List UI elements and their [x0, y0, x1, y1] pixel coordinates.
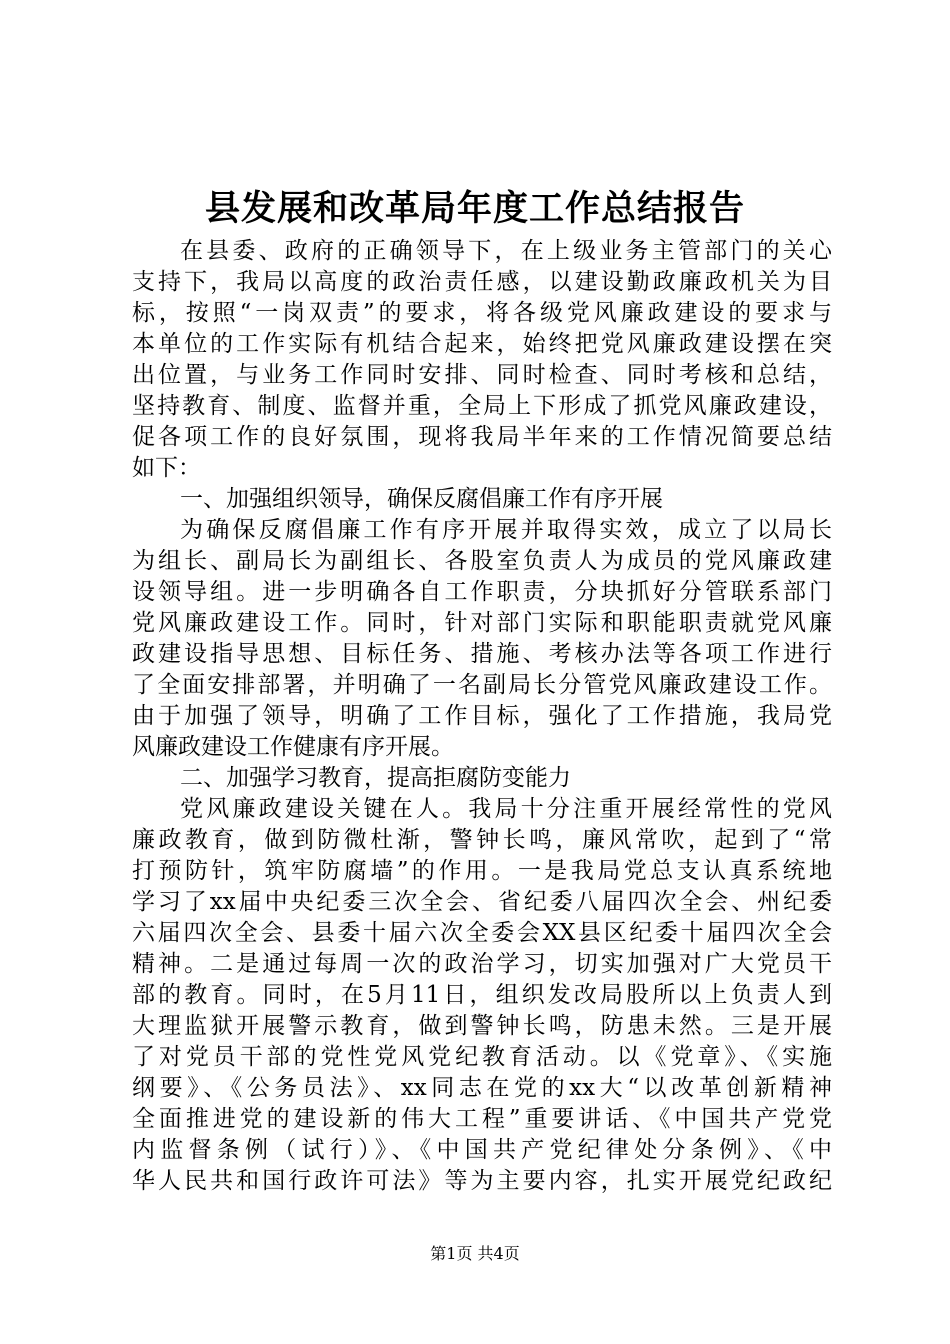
- body-line: 为组长、副局长为副组长、各股室负责人为成员的党风廉政建: [132, 548, 832, 574]
- body-line: 部的教育。同时，在5月11日，组织发改局股所以上负责人到: [132, 982, 832, 1008]
- body-line: 坚持教育、制度、监督并重，全局上下形成了抓党风廉政建设，: [132, 393, 832, 419]
- document-body: [132, 236, 832, 1197]
- body-line: 政建设指导思想、目标任务、措施、考核办法等各项工作进行: [132, 641, 832, 667]
- body-line: 为确保反腐倡廉工作有序开展并取得实效，成立了以局长: [180, 517, 832, 543]
- body-line: 促各项工作的良好氛围，现将我局半年来的工作情况简要总结: [132, 424, 832, 450]
- body-line: 党风廉政建设工作。同时，针对部门实际和职能职责就党风廉: [132, 610, 832, 636]
- section-heading: 一、加强组织领导，确保反腐倡廉工作有序开展: [180, 486, 663, 512]
- page-footer: [0, 1243, 950, 1265]
- body-line: 党风廉政建设关键在人。我局十分注重开展经常性的党风: [180, 796, 832, 822]
- body-line: 打预防针，筑牢防腐墙”的作用。一是我局党总支认真系统地: [132, 858, 832, 884]
- body-line: 本单位的工作实际有机结合起来，始终把党风廉政建设摆在突: [132, 331, 832, 357]
- body-line: 风廉政建设工作健康有序开展。: [132, 734, 454, 760]
- body-line: 标，按照“一岗双责”的要求，将各级党风廉政建设的要求与: [132, 300, 832, 326]
- page-number: 第1页 共4页: [430, 1244, 520, 1263]
- body-line: 支持下，我局以高度的政治责任感，以建设勤政廉政机关为目: [132, 269, 832, 295]
- body-line: 内监督条例（试行）》、《中国共产党纪律处分条例》、《中: [132, 1137, 832, 1163]
- body-line: 出位置，与业务工作同时安排、同时检查、同时考核和总结，: [132, 362, 832, 388]
- body-line: 六届四次全会、县委十届六次全委会XX县区纪委十届四次全会: [132, 920, 832, 946]
- body-line: 纲要》、《公务员法》、xx同志在党的xx大“以改革创新精神: [132, 1075, 832, 1101]
- body-line: 如下：: [132, 455, 201, 481]
- body-line: 学习了xx届中央纪委三次全会、省纪委八届四次全会、州纪委: [132, 889, 832, 915]
- document-title: 县发展和改革局年度工作总结报告: [204, 188, 745, 229]
- body-line: 了对党员干部的党性党风党纪教育活动。以《党章》、《实施: [132, 1044, 832, 1070]
- body-line: 在县委、政府的正确领导下，在上级业务主管部门的关心: [180, 238, 832, 264]
- body-line: 由于加强了领导，明确了工作目标，强化了工作措施，我局党: [132, 703, 832, 729]
- body-line: 全面推进党的建设新的伟大工程”重要讲话、《中国共产党党: [132, 1106, 832, 1132]
- body-line: 了全面安排部署，并明确了一名副局长分管党风廉政建设工作。: [132, 672, 832, 698]
- body-line: 大理监狱开展警示教育，做到警钟长鸣，防患未然。三是开展: [132, 1013, 832, 1039]
- body-line: 设领导组。进一步明确各自工作职责，分块抓好分管联系部门: [132, 579, 832, 605]
- body-line: 廉政教育，做到防微杜渐，警钟长鸣，廉风常吹，起到了“常: [132, 827, 832, 853]
- body-line: 精神。二是通过每周一次的政治学习，切实加强对广大党员干: [132, 951, 832, 977]
- body-line: 华人民共和国行政许可法》等为主要内容，扎实开展党纪政纪: [132, 1168, 832, 1194]
- section-heading: 二、加强学习教育，提高拒腐防变能力: [180, 765, 571, 791]
